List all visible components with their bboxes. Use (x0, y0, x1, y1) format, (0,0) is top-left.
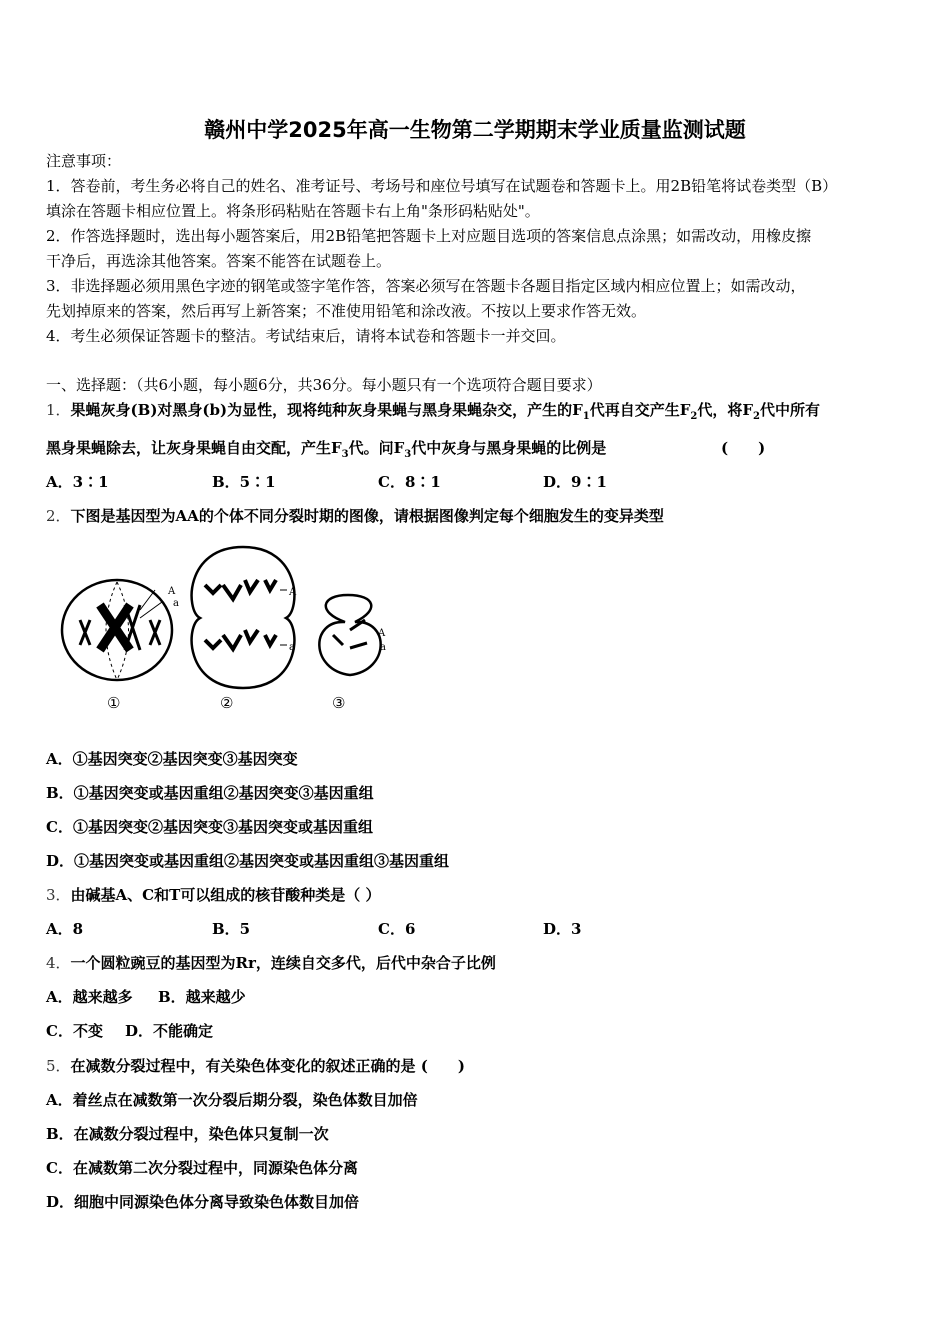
option-d: D．3 (543, 920, 582, 938)
option-b: B．①基因突变或基因重组②基因突变③基因重组 (46, 784, 374, 802)
subscript: 3 (404, 449, 412, 460)
option-a: A．着丝点在减数第一次分裂后期分裂，染色体数目加倍 (46, 1091, 418, 1109)
text: 下图是基因型为AA的个体不同分裂时期的图像，请根据图像判定每个细胞发生的变异类型 (70, 507, 664, 525)
cell-2-label: ② (220, 694, 234, 712)
question-1-line-1 (46, 400, 820, 427)
cell-2 (192, 547, 297, 712)
question-1-line-2 (46, 438, 766, 465)
option-c: C．在减数第二次分裂过程中，同源染色体分离 (46, 1159, 358, 1177)
text: 一个圆粒豌豆的基因型为Rr，连续自交多代，后代中杂合子比例 (70, 954, 496, 972)
question-5 (46, 1056, 465, 1076)
notice-line: 2．作答选择题时，选出每小题答案后，用2B铅笔把答题卡上对应题目选项的答案信息点涂黑；如需改动，用橡皮擦 (46, 227, 812, 245)
text: 代再自交产生F (589, 401, 691, 419)
option-d: D．9∶1 (543, 473, 607, 491)
text: 代中所有 (759, 401, 820, 419)
notice-line: 3．非选择题必须用黑色字迹的钢笔或签字笔作答，答案必须写在答题卡各题目指定区域内相应位置上；如需改动， (46, 277, 806, 295)
label-A: A (168, 586, 176, 597)
cell-division-figure (55, 540, 395, 715)
text: 果蝇灰身(B)对黑身(b)为显性，现将纯种灰身果蝇与黑身果蝇杂交，产生的F (70, 401, 583, 419)
option-d: D．①基因突变或基因重组②基因突变或基因重组③基因重组 (46, 852, 450, 870)
option-a: A．3∶1 (46, 473, 109, 491)
option-b: B．在减数分裂过程中，染色体只复制一次 (46, 1125, 329, 1143)
question-number: 1． (46, 401, 71, 419)
question-number: 4． (46, 954, 71, 972)
option-c: C．8∶1 (378, 473, 441, 491)
question-number: 3． (46, 886, 71, 904)
question-number: 2． (46, 507, 71, 525)
option-a: A．8 (46, 920, 84, 938)
subscript: 3 (341, 449, 349, 460)
notice-line: 干净后，再选涂其他答案。答案不能答在试题卷上。 (46, 252, 392, 270)
subscript: 2 (690, 411, 698, 422)
option-b: B．5∶1 (212, 473, 276, 491)
notice-line: 1．答卷前，考生务必将自己的姓名、准考证号、考场号和座位号填写在试题卷和答题卡上。用2B铅笔将试卷类型（B） (46, 177, 838, 195)
option-b: B．越来越少 (158, 988, 246, 1006)
text: 代。问F (348, 439, 405, 457)
cell-1 (62, 580, 179, 712)
label-A: A (289, 587, 297, 598)
option-a: A．越来越多 (46, 988, 133, 1006)
question-2 (46, 506, 664, 526)
cell-1-label: ① (107, 694, 121, 712)
text: 黑身果蝇除去，让灰身果蝇自由交配，产生F (46, 439, 342, 457)
label-a: a (289, 642, 295, 653)
notice-line: 4．考生必须保证答题卡的整洁。考试结束后，请将本试卷和答题卡一并交回。 (46, 327, 566, 345)
notice-line: 先划掉原来的答案，然后再写上新答案；不准使用铅笔和涂改液。不按以上要求作答无效。 (46, 302, 647, 320)
page-title: 赣州中学2025年高一生物第二学期期末学业质量监测试题 (204, 118, 746, 142)
section-heading: 一、选择题：（共6小题，每小题6分，共36分。每小题只有一个选项符合题目要求） (46, 376, 602, 394)
option-d: D．细胞中同源染色体分离导致染色体数目加倍 (46, 1193, 360, 1211)
label-a: a (173, 598, 179, 609)
option-c: C．①基因突变②基因突变③基因突变或基因重组 (46, 818, 373, 836)
option-a: A．①基因突变②基因突变③基因突变 (46, 750, 298, 768)
answer-blank: ( ) (721, 439, 766, 457)
cell-3 (319, 595, 386, 712)
subscript: 2 (753, 411, 760, 422)
notice-line: 填涂在答题卡相应位置上。将条形码粘贴在答题卡右上角"条形码粘贴处"。 (46, 202, 540, 220)
option-c: C．6 (378, 920, 416, 938)
notice-heading: 注意事项： (46, 152, 122, 170)
option-d: D．不能确定 (125, 1022, 214, 1040)
cell-3-label: ③ (332, 694, 346, 712)
question-number: 5． (46, 1057, 71, 1075)
subscript: 1 (582, 411, 590, 422)
text: 代，将F (697, 401, 754, 419)
label-a: a (380, 642, 386, 653)
question-4 (46, 953, 496, 973)
text: 由碱基A、C和T可以组成的核苷酸种类是（ ） (70, 886, 381, 904)
option-c: C．不变 (46, 1022, 103, 1040)
text: 代中灰身与黑身果蝇的比例是 (411, 439, 607, 457)
question-3 (46, 885, 381, 905)
option-b: B．5 (212, 920, 251, 938)
text: 在减数分裂过程中，有关染色体变化的叙述正确的是 ( ) (70, 1057, 465, 1075)
label-A: A (378, 628, 386, 639)
